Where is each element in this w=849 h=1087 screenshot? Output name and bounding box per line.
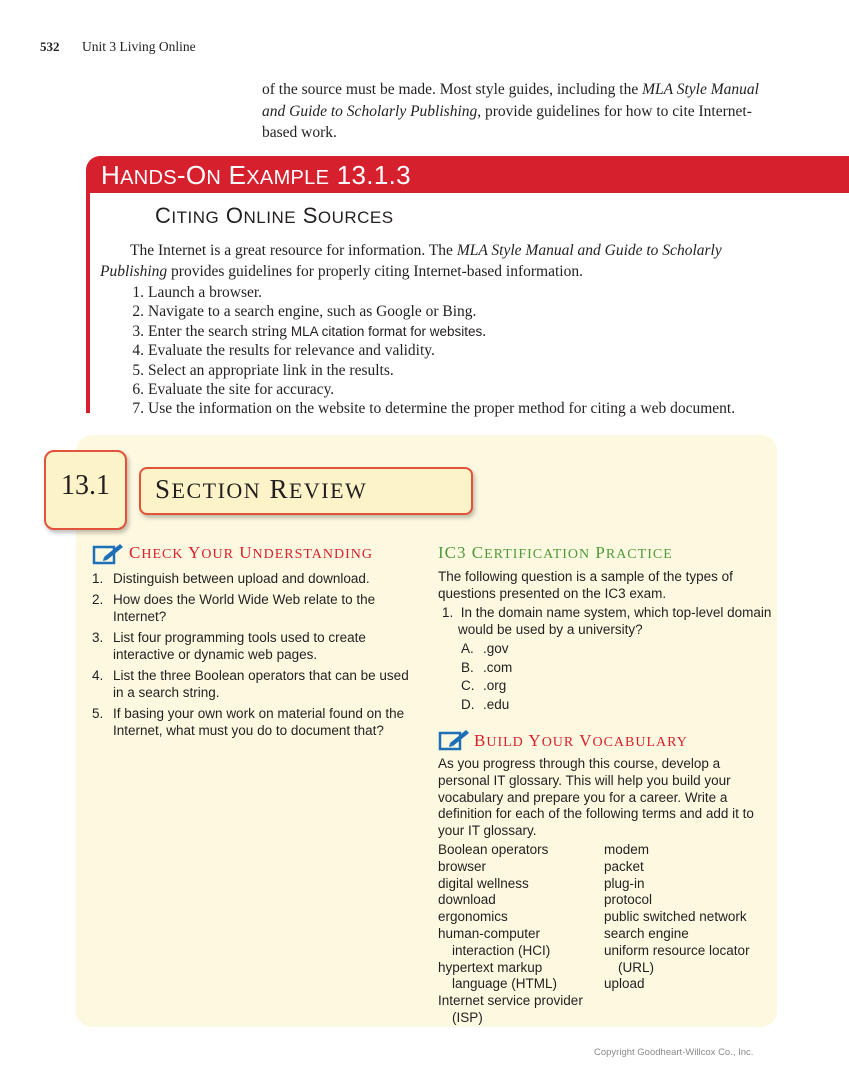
copyright-notice: Copyright Goodheart-Willcox Co., Inc.: [594, 1047, 754, 1058]
step-number: 3.: [132, 322, 144, 340]
step-item: [124, 361, 824, 380]
vocabulary-terms-right: [604, 842, 750, 993]
ic3-question: [442, 604, 788, 638]
byv-rest-3: OCABULARY: [592, 735, 688, 750]
vocab-term: download: [438, 892, 496, 908]
step-text: Navigate to a search engine, such as Google or Bing.: [148, 303, 477, 321]
vocab-term: uniform resource locator: [604, 942, 750, 958]
step-item: [124, 322, 824, 341]
vocab-term: digital wellness: [438, 875, 529, 891]
ic3-question-text: In the domain name system, which top-level domain would be used by a university?: [458, 605, 772, 637]
subtitle-rest-3: OURCES: [317, 208, 394, 227]
step-text: Evaluate the site for accuracy.: [148, 381, 335, 399]
search-string-code: MLA citation format for websites: [290, 323, 483, 339]
question-number: 5.: [92, 705, 104, 721]
vocab-term: protocol: [604, 892, 653, 908]
check-understanding-questions: [92, 570, 422, 743]
step-text: Use the information on the website to determine the proper method for citing a web document.: [148, 400, 736, 418]
ic3-question-number: 1.: [442, 605, 454, 620]
subtitle-initial-1: C: [155, 203, 172, 228]
vocab-term: public switched network: [604, 909, 747, 925]
cyu-initial-2: Y: [188, 543, 202, 562]
hands-on-title-initial-1: H: [101, 160, 121, 190]
question-item: [92, 667, 422, 702]
hands-on-title-initial-2: O: [185, 160, 207, 190]
vocab-term: Boolean operators: [438, 842, 549, 857]
subtitle-initial-2: O: [225, 203, 244, 228]
cyu-rest-3: NDERSTANDING: [252, 547, 374, 562]
hands-on-side-rule: [86, 193, 90, 413]
question-item: [92, 705, 422, 740]
section-title-rest-1: ECTION: [171, 478, 262, 503]
ic3-intro: The following question is a sample of the types of questions presented on the IC3 exam.: [438, 569, 733, 601]
option-letter: D.: [461, 696, 475, 712]
ic3-practice-heading: [438, 543, 673, 563]
cyu-initial-3: U: [239, 543, 253, 562]
cyu-rest-2: OUR: [201, 547, 234, 562]
question-item: [92, 629, 422, 664]
option-text: .gov: [483, 641, 509, 656]
step-number: 7.: [132, 400, 144, 418]
question-text: Distinguish between upload and download.: [113, 571, 370, 586]
vocab-term: Internet service provider: [438, 993, 583, 1009]
step-number: 4.: [132, 342, 144, 360]
hands-on-description: [100, 240, 770, 282]
vocab-term: hypertext markup: [438, 959, 543, 975]
hands-on-title-rest-1: ANDS: [120, 167, 177, 189]
ic3-rest-3: RACTICE: [605, 547, 673, 562]
question-text: How does the World Wide Web relate to the Internet?: [113, 591, 376, 624]
intro-paragraph: [262, 79, 782, 144]
byv-initial-1: B: [474, 731, 487, 750]
vocab-term: (URL): [618, 959, 654, 975]
byv-initial-2: Y: [528, 731, 542, 750]
ic3-initial-3: P: [595, 543, 606, 562]
vocabulary-terms-left: [438, 842, 583, 1027]
ic3-initial-1: IC3: [438, 543, 467, 562]
section-review-title: [155, 474, 367, 505]
option-letter: C.: [461, 678, 475, 693]
vocab-term: browser: [438, 858, 487, 874]
subtitle-rest-2: NLINE: [243, 208, 297, 227]
step-text: Launch a browser.: [148, 284, 263, 301]
question-item: [92, 570, 422, 588]
vocabulary-intro: As you progress through this course, develop a personal IT glossary. This will help you build your vocabulary and prepare you for a career. Write a definition for each of the following terms and add it to your IT glossary.: [438, 756, 754, 839]
subtitle-rest-1: ITING: [171, 208, 220, 227]
byv-rest-1: UILD: [486, 735, 524, 750]
question-number: 4.: [92, 667, 104, 683]
ic3-rest-2: ERTIFICATION: [484, 547, 591, 562]
step-item: [124, 380, 824, 399]
cyu-rest-1: HECK: [141, 547, 184, 562]
step-item: [124, 302, 824, 321]
intro-italic-title: MLA Style Manual and Guide to Scholarly Publishing: [262, 81, 759, 120]
step-item: [124, 399, 824, 418]
build-vocabulary-heading: [474, 731, 688, 751]
question-number: 3.: [92, 629, 104, 645]
intro-text-2: , provide guidelines for how to cite Internet-based work.: [262, 102, 752, 141]
check-understanding-heading: [129, 543, 373, 563]
step-text: Select an appropriate link in the results.: [148, 361, 394, 379]
intro-text-1: of the source must be made. Most style guides, including the: [262, 81, 643, 98]
vocab-term: search engine: [604, 925, 689, 941]
section-number: 13.1: [61, 470, 110, 501]
answer-option: [461, 696, 512, 715]
pencil-note-icon: [92, 541, 126, 565]
vocab-term: (ISP): [452, 1009, 483, 1025]
page-number: 532: [40, 39, 60, 54]
running-head: Unit 3 Living Online: [82, 39, 196, 54]
option-text: .org: [483, 678, 507, 693]
vocab-term: human-computer: [438, 925, 541, 941]
hands-on-title-rest-2: N: [206, 167, 222, 189]
hands-on-title-number: 13.1.3: [336, 160, 411, 190]
hands-on-title-dash: -: [176, 160, 186, 190]
section-title-initial-1: S: [155, 474, 172, 504]
vocab-term: modem: [604, 842, 650, 857]
vocab-term: language (HTML): [452, 976, 558, 992]
hands-on-title: [101, 160, 411, 191]
step-number: 5.: [132, 361, 144, 379]
step-item: [124, 341, 824, 360]
hands-on-steps: [124, 283, 824, 419]
question-number: 2.: [92, 591, 104, 607]
section-title-initial-2: R: [269, 474, 289, 504]
answer-option: [461, 659, 512, 678]
question-text: If basing your own work on material found on the Internet, what must you do to document that?: [113, 705, 405, 738]
step-number: 6.: [132, 381, 144, 399]
vocab-term: upload: [604, 976, 645, 992]
hands-on-desc-1: The Internet is a great resource for information. The: [130, 242, 457, 259]
byv-rest-2: OUR: [541, 735, 575, 750]
ic3-answer-options: [461, 640, 512, 714]
step-text-after: .: [482, 322, 487, 340]
vocab-term: packet: [604, 858, 644, 874]
hands-on-title-rest-3: XAMPLE: [246, 167, 330, 189]
hands-on-desc-2: provides guidelines for properly citing Internet-based information.: [167, 263, 583, 280]
hands-on-subtitle: [155, 203, 394, 229]
byv-initial-3: V: [579, 731, 593, 750]
hands-on-desc-italic: MLA Style Manual and Guide to Scholarly Publishing: [100, 242, 722, 280]
pencil-note-icon: [438, 727, 472, 751]
subtitle-initial-3: S: [302, 203, 318, 228]
step-text: Enter the search string: [148, 322, 291, 340]
question-number: 1.: [92, 571, 104, 586]
vocab-term: interaction (HCI): [452, 942, 551, 958]
ic3-initial-2: C: [471, 543, 485, 562]
hands-on-title-initial-3: E: [228, 160, 247, 190]
answer-option: [461, 640, 512, 659]
option-letter: A.: [461, 641, 474, 656]
vocab-term: ergonomics: [438, 909, 508, 925]
answer-option: [461, 677, 512, 696]
option-letter: B.: [461, 659, 474, 675]
section-title-rest-2: EVIEW: [288, 478, 368, 503]
question-item: [92, 591, 422, 626]
step-number: 1.: [132, 284, 144, 301]
option-text: .com: [483, 659, 513, 675]
question-text: List the three Boolean operators that can be used in a search string.: [113, 667, 409, 700]
cyu-initial-1: C: [129, 543, 142, 562]
step-item: [124, 283, 824, 302]
vocab-term: plug-in: [604, 875, 645, 891]
option-text: .edu: [483, 696, 510, 712]
step-text: Evaluate the results for relevance and validity.: [148, 342, 435, 360]
step-number: 2.: [132, 303, 144, 321]
question-text: List four programming tools used to create interactive or dynamic web pages.: [113, 629, 366, 662]
